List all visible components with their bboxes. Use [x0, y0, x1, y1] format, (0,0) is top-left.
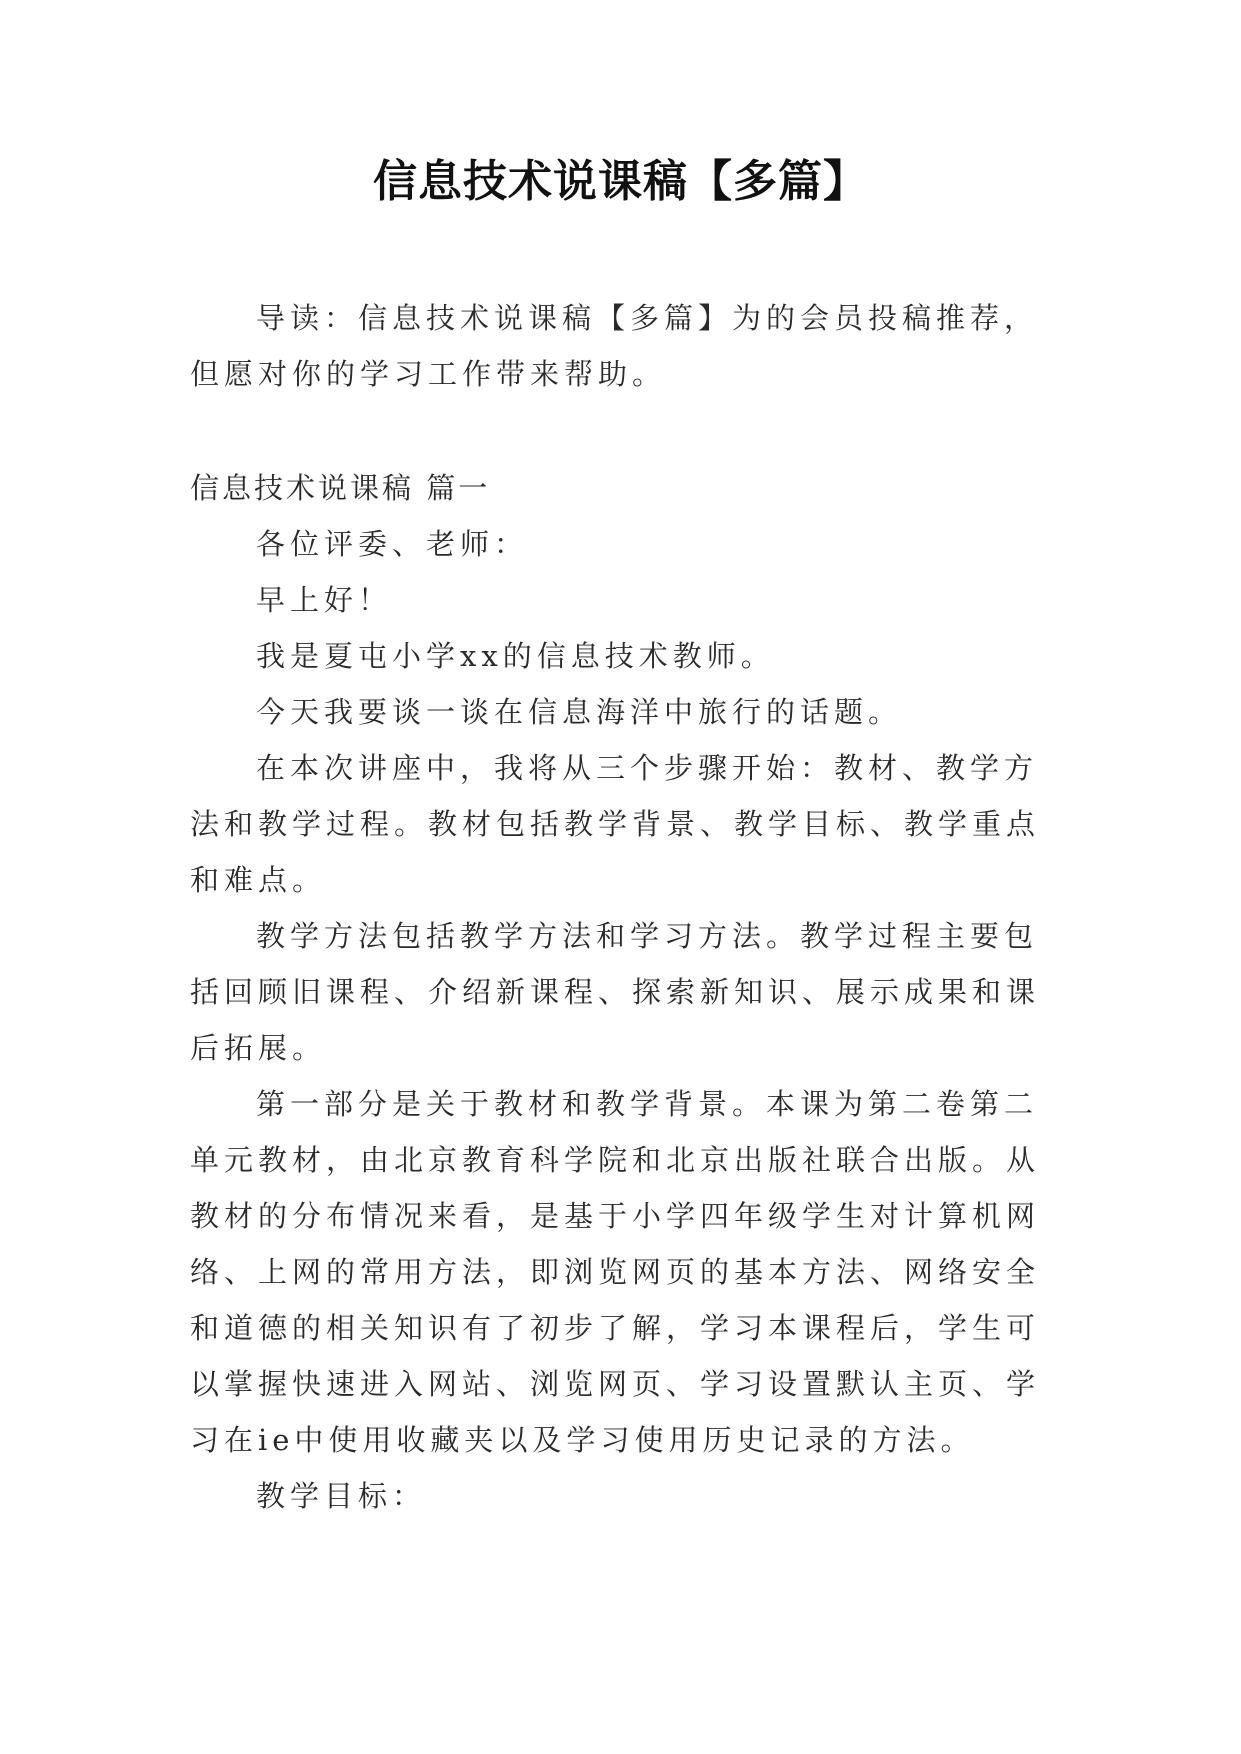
document-title: 信息技术说课稿【多篇】: [373, 156, 868, 207]
section-heading: 信息技术说课稿 篇一: [190, 471, 491, 505]
paragraph: 今天我要谈一谈在信息海洋中旅行的话题。: [256, 695, 903, 729]
intro-paragraph: 导读：信息技术说课稿【多篇】为的会员投稿推荐，但愿对你的学习工作带来帮助。: [190, 301, 1039, 391]
paragraph: 第一部分是关于教材和教学背景。本课为第二卷第二单元教材，由北京教育科学院和北京出版社联合出版。从教材的分布情况来看，是基于小学四年级学生对计算机网络、上网的常用方法，即浏览网页的基本方法、网络安全和道德的相关知识有了初步了解，学习本课程后，学生可以掌握快速进入网站、浏览网页、学习设置默认主页、学习在ie中使用收藏夹以及学习使用历史记录的方法。: [190, 1087, 1041, 1457]
paragraph: 教学方法包括教学方法和学习方法。教学过程主要包括回顾旧课程、介绍新课程、探索新知识、展示成果和课后拓展。: [190, 919, 1041, 1065]
section-1: [190, 460, 1054, 1524]
paragraph: 早上好！: [256, 583, 393, 617]
paragraph: 教学目标：: [256, 1479, 427, 1513]
paragraph: 在本次讲座中，我将从三个步骤开始：教材、教学方法和教学过程。教材包括教学背景、教学目标、教学重点和难点。: [190, 751, 1041, 897]
intro-block: [190, 290, 1054, 402]
paragraph: 我是夏屯小学xx的信息技术教师。: [256, 639, 775, 673]
paragraph: 各位评委、老师：: [256, 527, 529, 561]
